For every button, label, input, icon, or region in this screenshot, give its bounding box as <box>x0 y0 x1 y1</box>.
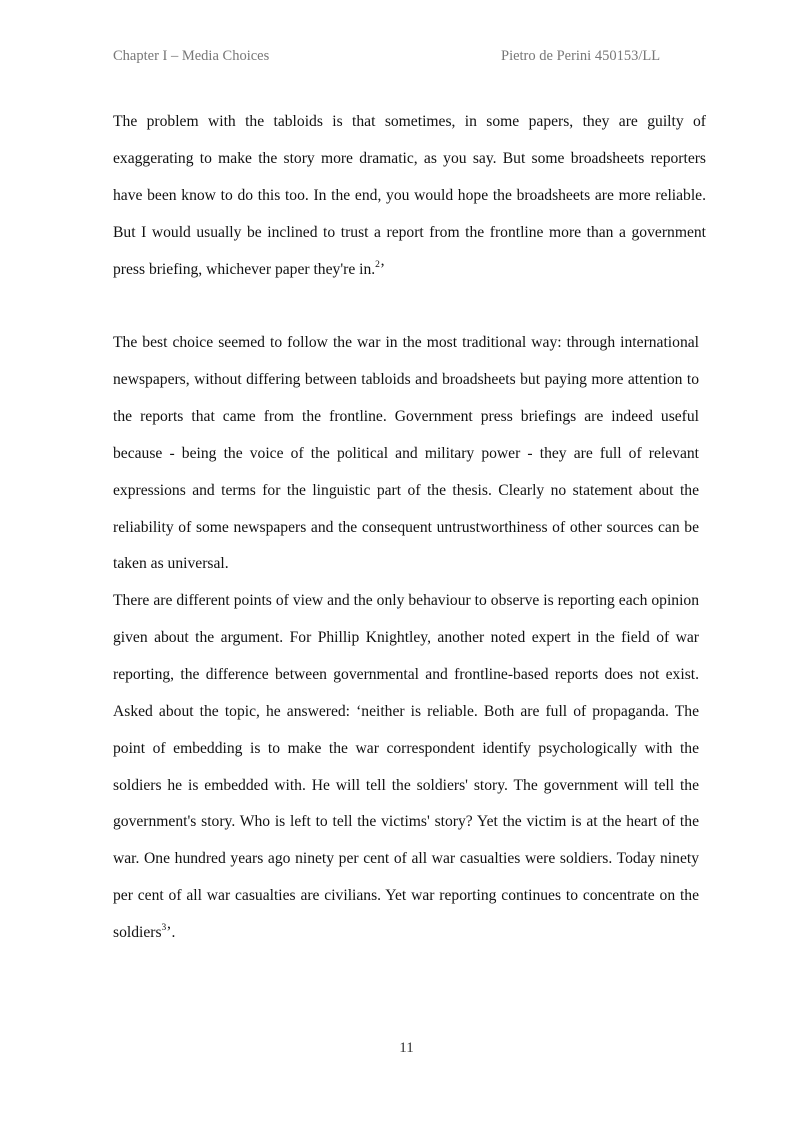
paragraph-1-text: The problem with the tabloids is that sometimes, in some papers, they are guilty of exaggerating to make the story more dramatic, as you say. But some broadsheets reporters have been know to do this too. In the end, you would hope the broadsheets are more reliable. But I would usually be inclined to trust a report from the frontline more than a government press briefing, whichever paper they're in. <box>113 113 706 278</box>
body-paragraph-3 <box>113 583 699 952</box>
body-paragraph-1 <box>113 104 706 289</box>
footnote-ref-3: 3 <box>161 923 167 934</box>
closing-quote: ’. <box>166 924 176 942</box>
running-header-chapter: Chapter I – Media Choices <box>113 48 270 64</box>
running-header-author: Pietro de Perini 450153/LL <box>501 48 661 64</box>
body-paragraph-2: The best choice seemed to follow the war in the most traditional way: through international newspapers, without differing between tabloids and broadsheets but paying more attention to the reports that came from the frontline. Government press briefings are indeed useful because - being the voice of the political and military power - they are full of relevant expressions and terms for the linguistic part of the thesis. Clearly no statement about the reliability of some newspapers and the consequent untrustworthiness of other sources can be taken as universal. <box>113 334 699 573</box>
closing-quote: ’ <box>379 260 386 278</box>
paragraph-3-text: There are different points of view and the only behaviour to observe is reporting each opinion given about the argument. For Phillip Knightley, another noted expert in the field of war reporting, the difference between governmental and frontline-based reports does not exist. Asked about the topic, he answered: ‘neither is reliable. Both are full of propaganda. The point of embedding is to make the war correspondent identify psychologically with the soldiers he is embedded with. He will tell the soldiers' story. The government will tell the government's story. Who is left to tell the victims' story? Yet the victim is at the heart of the war. One hundred years ago ninety per cent of all war casualties were soldiers. Today ninety per cent of all war casualties are civilians. Yet war reporting continues to concentrate on the soldiers <box>113 592 699 942</box>
footnote-ref-2: 2 <box>375 259 380 270</box>
page-number: 11 <box>399 1040 414 1056</box>
